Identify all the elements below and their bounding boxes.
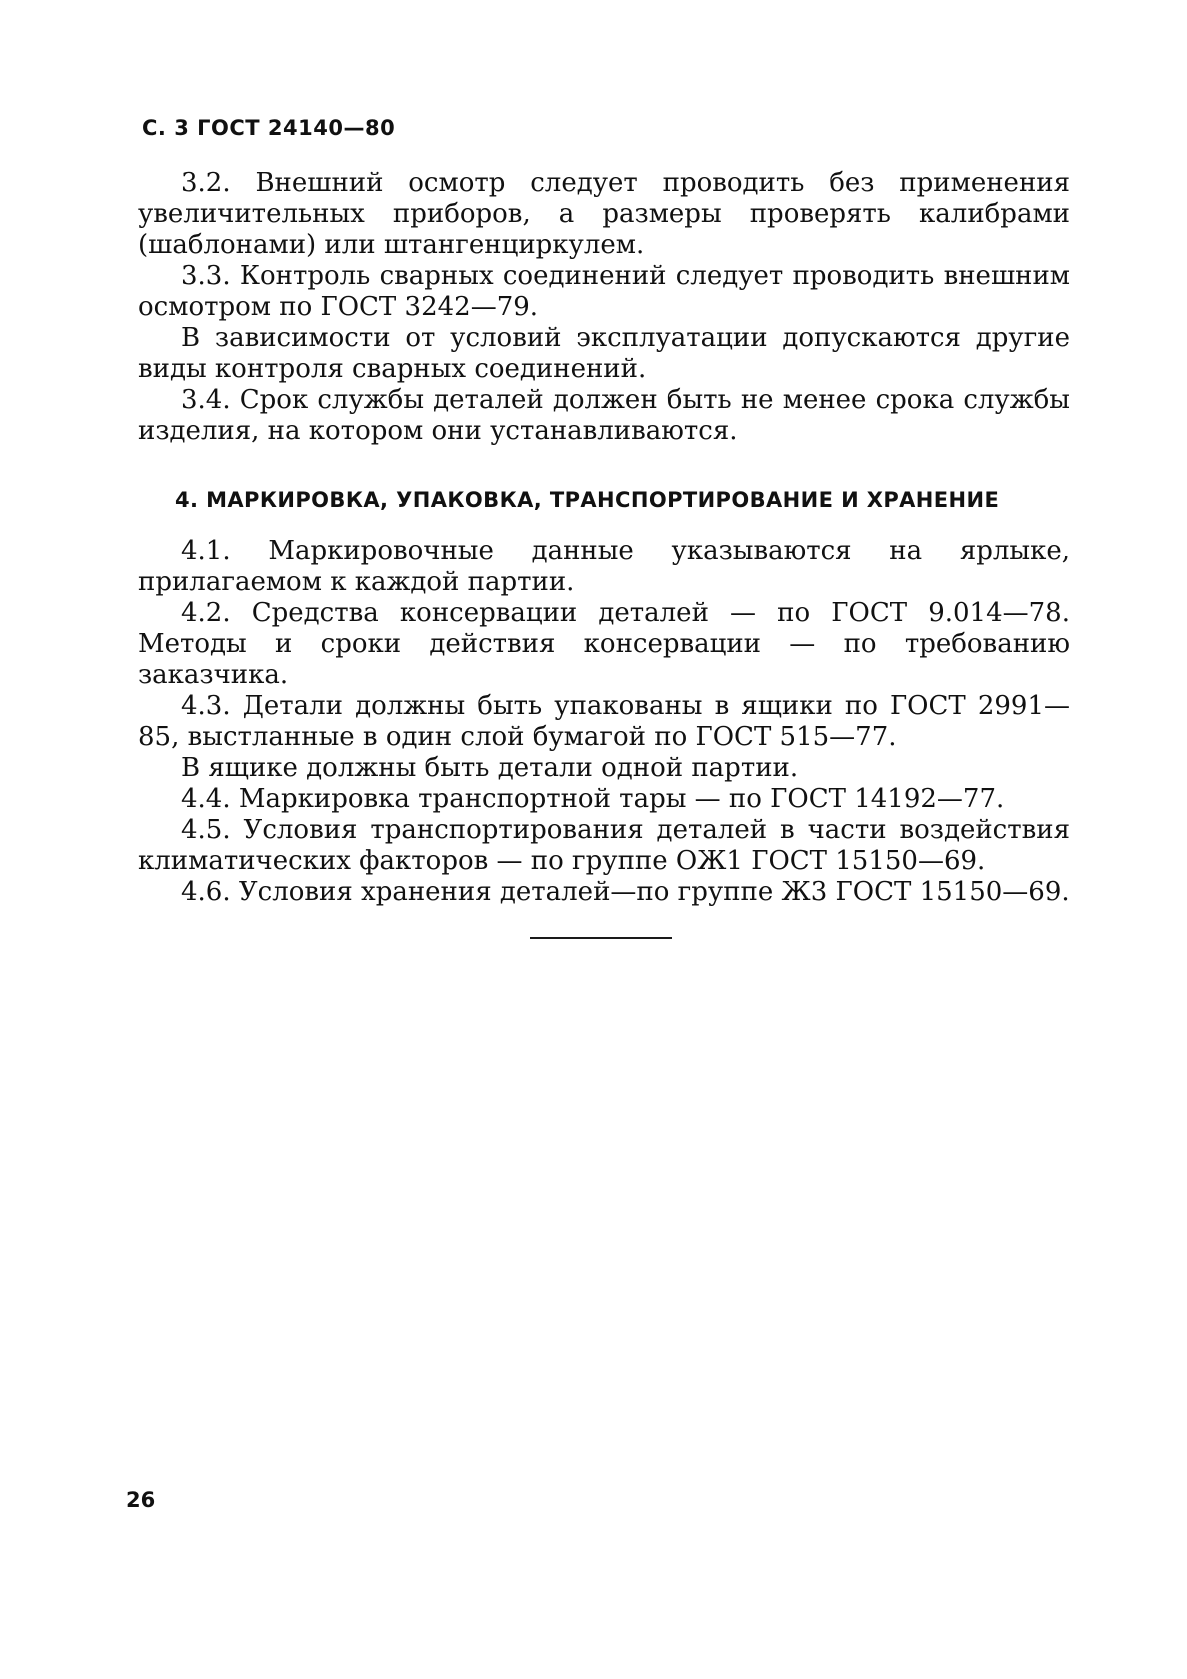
section-4-body bbox=[138, 536, 1070, 908]
page-number: 26 bbox=[126, 1488, 156, 1512]
running-head: С. 3 ГОСТ 24140—80 bbox=[142, 116, 396, 140]
paragraph-4-4: 4.4. Маркировка транспортной тары — по ГОСТ 14192—77. bbox=[181, 784, 1005, 814]
paragraph-4-2: 4.2. Средства консервации деталей — по ГОСТ 9.014—78. Методы и сроки действия консервации — по требованию заказчика. bbox=[138, 598, 1070, 690]
paragraph-4-3: 4.3. Детали должны быть упакованы в ящики по ГОСТ 2991—85, выстланные в один слой бумагой по ГОСТ 515—77. bbox=[138, 691, 1070, 752]
paragraph-4-3-continued: В ящике должны быть детали одной партии. bbox=[181, 753, 799, 783]
end-of-text-rule bbox=[530, 937, 672, 939]
paragraph-3-3: 3.3. Контроль сварных соединений следует проводить внешним осмотром по ГОСТ 3242—79. bbox=[138, 261, 1070, 322]
paragraph-3-4: 3.4. Срок службы деталей должен быть не менее срока службы изделия, на котором они устанавливаются. bbox=[138, 385, 1070, 446]
paragraph-3-3-continued: В зависимости от условий эксплуатации допускаются другие виды контроля сварных соединений. bbox=[138, 323, 1070, 384]
paragraph-4-1: 4.1. Маркировочные данные указываются на ярлыке, прилагаемом к каждой партии. bbox=[138, 536, 1070, 597]
section-4-heading: 4. МАРКИРОВКА, УПАКОВКА, ТРАНСПОРТИРОВАНИЕ И ХРАНЕНИЕ bbox=[175, 488, 1000, 512]
paragraph-3-2: 3.2. Внешний осмотр следует проводить без применения увеличительных приборов, а размеры проверять калибрами (шаблонами) или штангенциркулем. bbox=[138, 168, 1070, 260]
section-3-body bbox=[138, 168, 1070, 447]
paragraph-4-6: 4.6. Условия хранения деталей—по группе Ж3 ГОСТ 15150—69. bbox=[181, 877, 1070, 907]
paragraph-4-5: 4.5. Условия транспортирования деталей в части воздействия климатических факторов — по группе ОЖ1 ГОСТ 15150—69. bbox=[138, 815, 1070, 876]
